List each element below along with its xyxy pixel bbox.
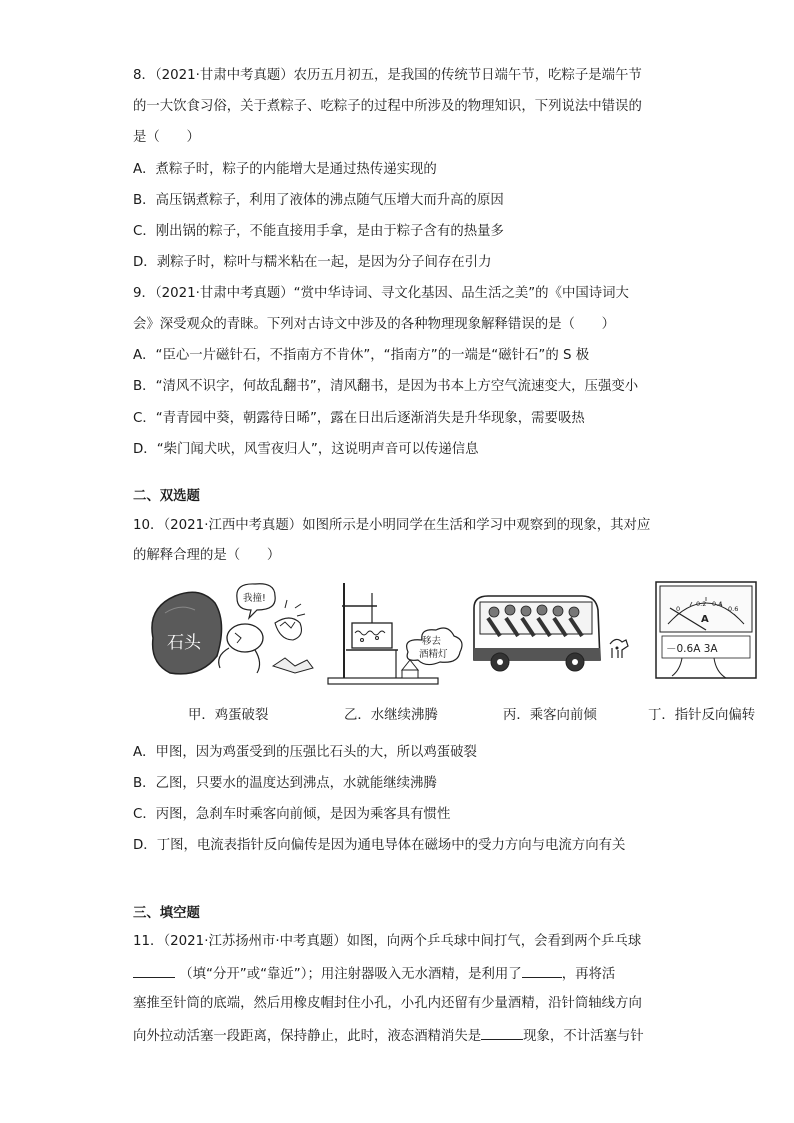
alcohol-lamp-icon [402,660,418,670]
q11-answer-blank-1[interactable] [133,963,175,978]
caption-ding: 丁．指针反向偏转 [648,708,756,723]
q11-line-2-text-c: ，再将活 [561,967,616,982]
q11-line-1: 11．（2021·江苏扬州市·中考真题）如图，向两个乒乓球中间打气，会看到两个乒乓球 [133,934,642,949]
q10-option-b: B．乙图，只要水的温度达到沸点，水就能继续沸腾 [133,776,437,791]
caption-yi: 乙．水继续沸腾 [344,708,438,723]
q11-line-2-text-b: （填“分开”或“靠近”）；用注射器吸入无水酒精，是利用了 [179,967,522,982]
q11-line-4-text-b: 现象，不计活塞与针 [523,1029,644,1044]
dog-icon [610,639,628,658]
meter-range-label: －0.6A 3A [666,643,718,655]
q11-line-3: 塞推至针筒的底端，然后用橡皮帽封住小孔，小孔内还留有少量酒精，沿针筒轴线方向 [133,996,642,1011]
q11-line-4 [133,1025,644,1047]
q11-line-2 [133,963,615,985]
q8-line-2: 的一大饮食习俗，关于煮粽子、吃粽子的过程中所涉及的物理知识，下列说法中错误的 [133,99,642,114]
q9-option-c: C．“青青园中葵，朝露待日晞”，露在日出后逐渐消失是升华现象，需要吸热 [133,411,585,426]
q10-option-c: C．丙图，急刹车时乘客向前倾，是因为乘客具有惯性 [133,807,451,822]
q11-answer-blank-2[interactable] [522,963,562,978]
q10-line-2: 的解释合理的是（ ） [133,548,281,563]
q9-option-b: B．“清风不识字，何故乱翻书”，清风翻书，是因为书本上方空气流速变大，压强变小 [133,379,639,394]
figure-egg-stone [145,578,320,693]
stone-label: 石头 [167,633,201,653]
q8-option-b: B．高压锅煮粽子，利用了液体的沸点随气压增大而升高的原因 [133,193,504,208]
bubble-text-line-1: 移去 [422,636,442,647]
q10-option-a: A．甲图，因为鸡蛋受到的压强比石头的大，所以鸡蛋破裂 [133,745,477,760]
section-heading-double-choice: 二、双选题 [133,489,200,504]
figure-bus-passengers [470,578,635,693]
figure-boiling-water [322,578,467,693]
caption-jia: 甲．鸡蛋破裂 [188,708,269,723]
bubble-text-line-2: 酒精灯 [419,649,448,660]
q8-option-c: C．刚出锅的粽子，不能直接用手拿，是由于粽子含有的热量多 [133,224,504,239]
q11-answer-blank-3[interactable] [481,1025,523,1040]
q8-line-3: 是（ ） [133,130,200,145]
q11-line-4-text-a: 向外拉动活塞一段距离，保持静止，此时，液态酒精消失是 [133,1029,482,1044]
caption-bing: 丙．乘客向前倾 [503,708,597,723]
meter-tick-3: 0.6 [728,605,739,613]
q8-option-d: D．剥粽子时，粽叶与糯米粘在一起，是因为分子间存在引力 [133,255,492,270]
q9-option-a: A．“臣心一片磁针石，不指南方不肯休”，“指南方”的一端是“磁针石”的 S 极 [133,348,590,363]
figure-ammeter [652,578,762,693]
q10-option-d: D．丁图，电流表指针反向偏传是因为通电导体在磁场中的受力方向与电流方向有关 [133,838,626,853]
egg-speech-text: 我撞! [243,593,266,604]
q9-line-2: 会》深受观众的青睐。下列对古诗文中涉及的各种物理现象解释错误的是（ ） [133,317,616,332]
meter-tick-2: 0.4 [712,600,723,608]
q9-option-d: D．“柴门闻犬吠，风雪夜归人”，这说明声音可以传递信息 [133,442,479,457]
stand-base [328,678,438,684]
meter-unit-label: A [701,614,709,625]
q8-line-1: 8．（2021·甘肃中考真题）农历五月初五，是我国的传统节日端午节，吃粽子是端午节 [133,68,642,83]
q9-line-1: 9．（2021·甘肃中考真题）“赏中华诗词、寻文化基因、品生活之美”的《中国诗词大 [133,286,629,301]
q8-option-a: A．煮粽子时，粽子的内能增大是通过热传递实现的 [133,162,437,177]
q10-line-1: 10．（2021·江西中考真题）如图所示是小明同学在生活和学习中观察到的现象，其对应 [133,518,651,533]
meter-tick-1: 0.2 [696,600,707,608]
meter-tick-0: 0 [676,605,681,613]
section-heading-fill-blank: 三、填空题 [133,906,200,921]
egg-shape [227,624,263,652]
beaker-shape [352,623,392,648]
